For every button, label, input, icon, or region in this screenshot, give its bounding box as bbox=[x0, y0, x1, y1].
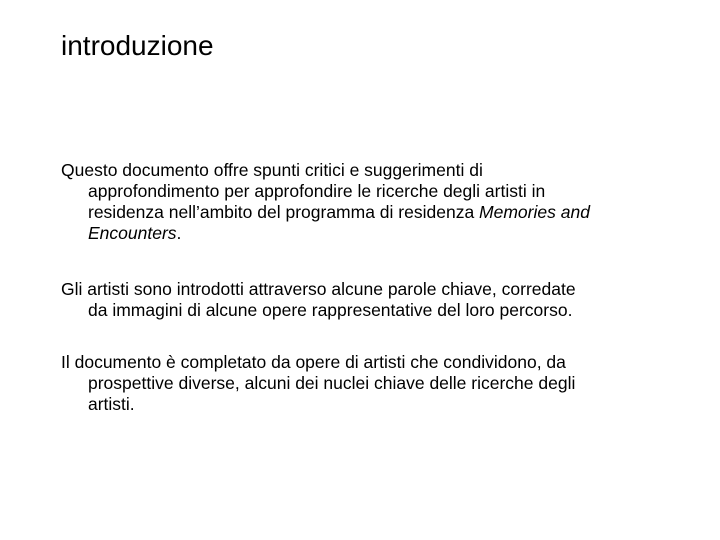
slide-title: introduzione bbox=[61, 30, 214, 61]
paragraph-line: approfondimento per approfondire le ricerche degli artisti in bbox=[88, 181, 546, 201]
program-name: Memories and Encounters bbox=[88, 202, 590, 243]
paragraph-text: residenza nell’ambito del programma di residenza bbox=[88, 202, 480, 222]
paragraph-line bbox=[61, 202, 661, 244]
paragraph-line: da immagini di alcune opere rappresentative del loro percorso. bbox=[88, 300, 573, 320]
paragraph-line: Gli artisti sono introdotti attraverso alcune parole chiave, corredate bbox=[61, 279, 576, 299]
paragraph-suffix: . bbox=[176, 223, 182, 243]
paragraph-line: artisti. bbox=[88, 394, 135, 414]
paragraph-completion bbox=[61, 352, 661, 415]
paragraph-line: prospettive diverse, alcuni dei nuclei chiave delle ricerche degli bbox=[88, 373, 576, 393]
paragraph-artists bbox=[61, 279, 661, 321]
paragraph-line: Il documento è completato da opere di artisti che condividono, da bbox=[61, 352, 566, 372]
paragraph-intro bbox=[61, 160, 661, 244]
paragraph-line: Questo documento offre spunti critici e suggerimenti di bbox=[61, 160, 483, 180]
